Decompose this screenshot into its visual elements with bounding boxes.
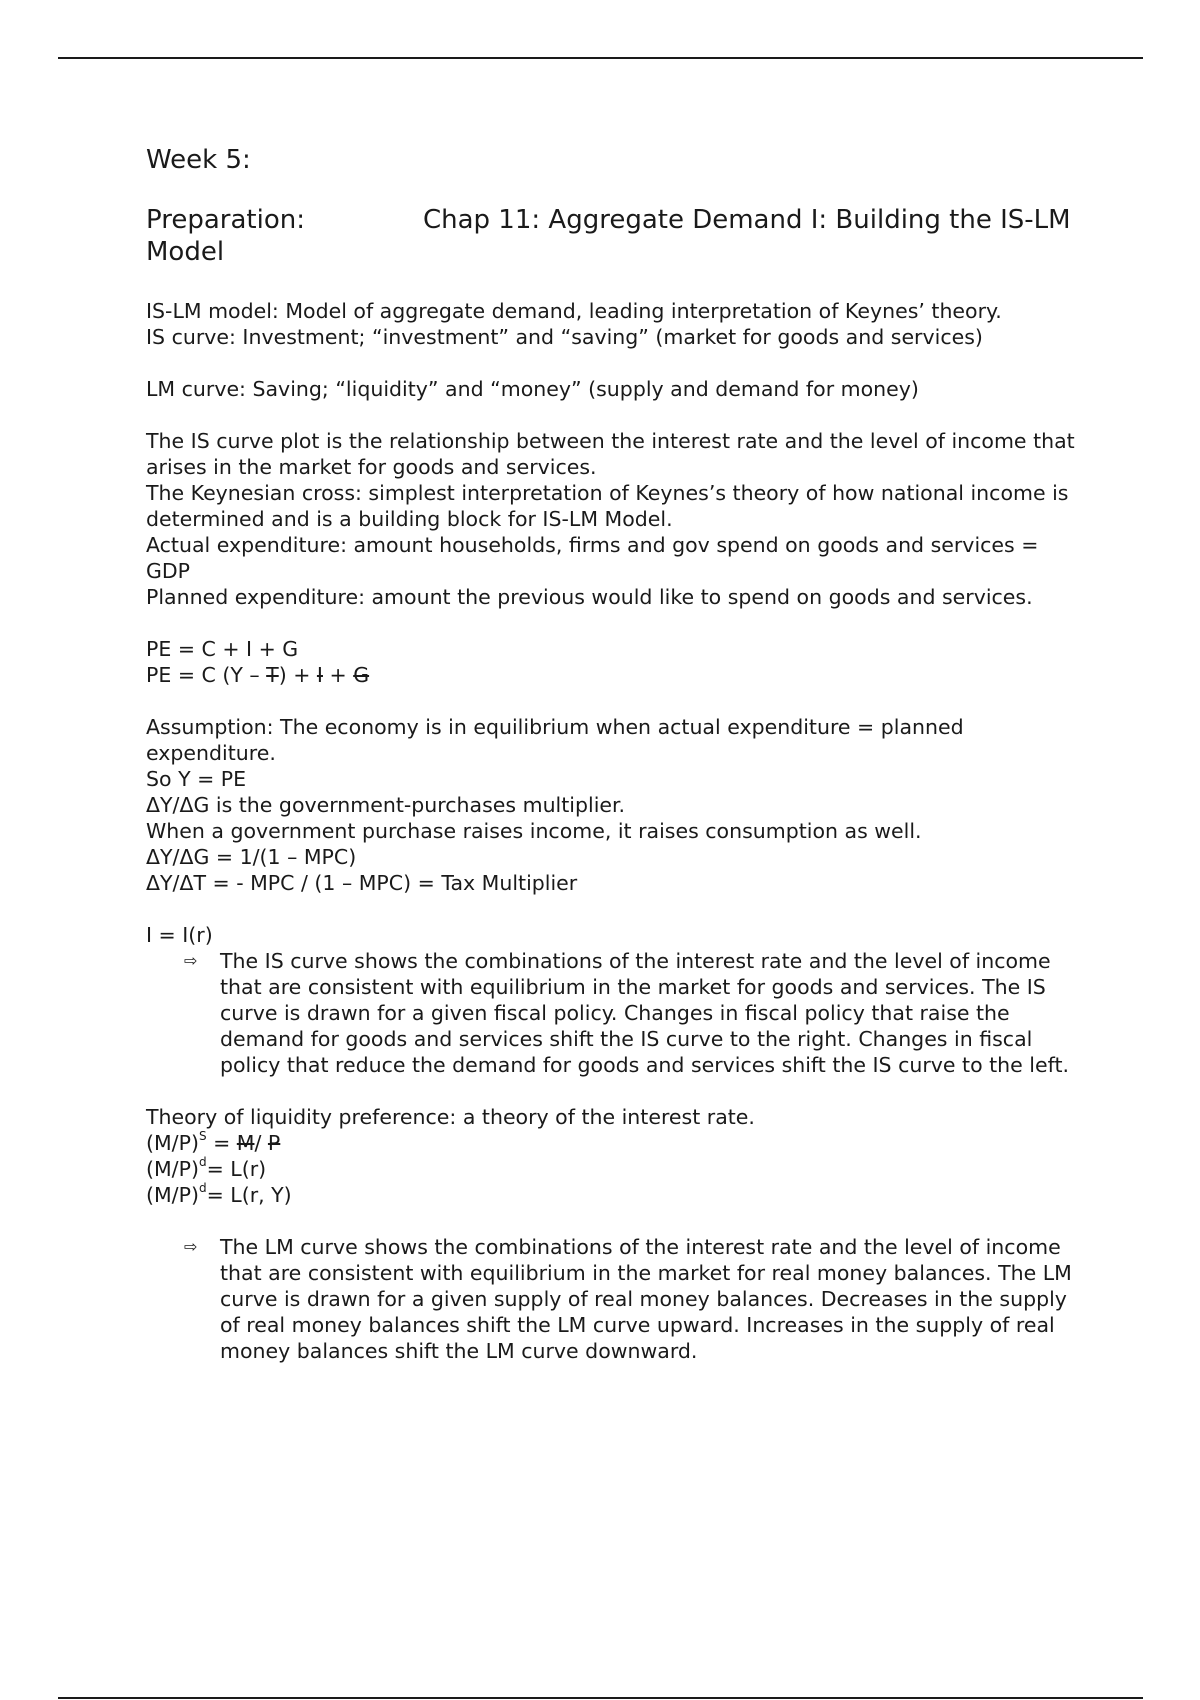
week-heading: Week 5:: [146, 145, 251, 175]
paragraph-gov-purchase: When a government purchase raises income, it raises consumption as well.: [146, 819, 922, 843]
paragraph-actual-expenditure: Actual expenditure: amount households, firms and gov spend on goods and services = GDP: [146, 533, 1039, 583]
bullet-is-curve: The IS curve shows the combinations of the interest rate and the level of income that are consistent with equilibrium in the market for goods and services. The IS curve is drawn for a given fiscal policy. Changes in fiscal policy that raise the demand for goods and services shift the IS curve to the right. Changes in fiscal policy that reduce the demand for goods and services shift the IS curve to the left.: [220, 949, 1070, 1077]
equation-money-demand: $(M/P)^d= L(r)$: [146, 1155, 267, 1181]
paragraph-islm-model: IS-LM model: Model of aggregate demand, leading interpretation of Keynes’ theory.: [146, 299, 1002, 323]
equation-gov-multiplier: ΔY/ΔG = 1/(1 – MPC): [146, 845, 357, 869]
list-item-lm-curve: [184, 1234, 1076, 1364]
top-rule: [58, 57, 1143, 59]
document-body: [146, 142, 1076, 1364]
chapter-title: Chap 11: Aggregate Demand I: Building the IS-LM Model: [146, 205, 1071, 267]
paragraph-planned-expenditure: Planned expenditure: amount the previous would like to spend on goods and services.: [146, 585, 1033, 609]
equation-investment: I = I(r): [146, 923, 213, 947]
equation-pe-expanded: PE = C (Y – T) + I + G: [146, 663, 370, 687]
equation-money-supply: $(M/P)^S = M/$ P: [146, 1129, 281, 1155]
arrow-icon: ⇨: [184, 951, 198, 970]
equation-tax-multiplier: ΔY/ΔT = - MPC / (1 – MPC) = Tax Multiplier: [146, 871, 578, 895]
prep-label: Preparation:: [146, 205, 305, 235]
bullet-lm-curve: The LM curve shows the combinations of the interest rate and the level of income that are consistent with equilibrium in the market for real money balances. The LM curve is drawn for a given supply of real money balances. Decreases in the supply of real money balances shift the LM curve upward. Increases in the supply of real money balances shift the LM curve downward.: [220, 1235, 1072, 1363]
paragraph-keynesian-cross: The Keynesian cross: simplest interpretation of Keynes’s theory of how national income is determined and is a building block for IS-LM Model.: [146, 481, 1069, 531]
bottom-rule: [58, 1697, 1143, 1699]
list-item-is-curve: [184, 948, 1076, 1078]
arrow-icon: ⇨: [184, 1237, 198, 1256]
equation-y-pe: So Y = PE: [146, 767, 247, 791]
paragraph-assumption: Assumption: The economy is in equilibrium when actual expenditure = planned expenditure.: [146, 715, 964, 765]
equation-money-demand-income: $(M/P)^d= L(r$, Y): [146, 1181, 292, 1207]
paragraph-is-curve: IS curve: Investment; “investment” and “saving” (market for goods and services): [146, 325, 983, 349]
preparation-heading: [146, 204, 1076, 268]
paragraph-lm-curve: LM curve: Saving; “liquidity” and “money” (supply and demand for money): [146, 377, 919, 401]
equation-pe: PE = C + I + G: [146, 637, 299, 661]
paragraph-is-plot: The IS curve plot is the relationship between the interest rate and the level of income that arises in the market for goods and services.: [146, 429, 1075, 479]
paragraph-liquidity-preference: Theory of liquidity preference: a theory of the interest rate.: [146, 1105, 755, 1129]
paragraph-gov-multiplier: ΔY/ΔG is the government-purchases multiplier.: [146, 793, 626, 817]
